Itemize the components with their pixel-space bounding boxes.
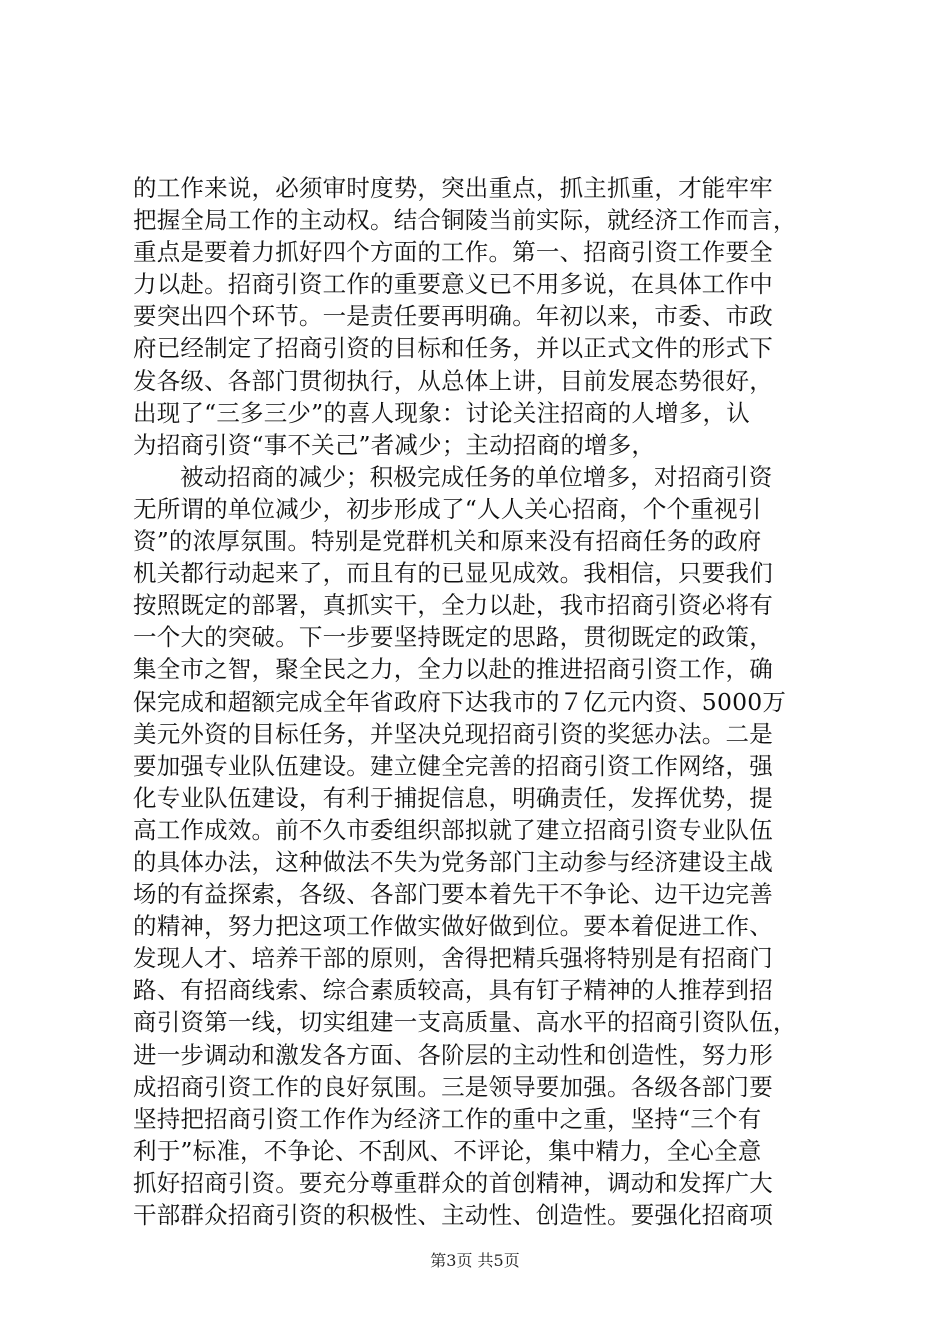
text-line: 化专业队伍建设，有利于捕捉信息，明确责任，发挥优势，提 (133, 783, 773, 812)
text-line: 出现了“三多三少”的喜人现象：讨论关注招商的人增多，认 (133, 398, 750, 427)
text-line: 高工作成效。前不久市委组织部拟就了建立招商引资专业队伍 (133, 815, 773, 844)
text-line: 商引资第一线，切实组建一支高质量、高水平的招商引资队伍， (133, 1008, 797, 1037)
text-line: 发各级、各部门贯彻执行，从总体上讲，目前发展态势很好， (133, 366, 773, 395)
text-line: 美元外资的目标任务，并坚决兑现招商引资的奖惩办法。二是 (133, 719, 773, 748)
paragraph-2 (133, 461, 829, 1231)
page-footer: 第3页 共5页 (430, 1251, 520, 1270)
text-line: 把握全局工作的主动权。结合铜陵当前实际，就经济工作而言， (133, 206, 797, 235)
text-line: 重点是要着力抓好四个方面的工作。第一、招商引资工作要全 (133, 238, 773, 267)
text-line: 资”的浓厚氛围。特别是党群机关和原来没有招商任务的政府 (133, 527, 762, 556)
text-line: 一个大的突破。下一步要坚持既定的思路，贯彻既定的政策， (133, 623, 773, 652)
text-line: 的工作来说，必须审时度势，突出重点，抓主抓重，才能牢牢 (133, 174, 773, 202)
text-line: 力以赴。招商引资工作的重要意义已不用多说，在具体工作中 (133, 270, 773, 299)
text-line: 的具体办法，这种做法不失为党务部门主动参与经济建设主战 (133, 847, 773, 876)
text-line: 的精神，努力把这项工作做实做好做到位。要本着促进工作、 (133, 912, 773, 941)
text-line: 被动招商的减少；积极完成任务的单位增多，对招商引资 (180, 462, 773, 491)
text-line: 发现人才、培养干部的原则，舍得把精兵强将特别是有招商门 (133, 944, 773, 973)
text-line: 保完成和超额完成全年省政府下达我市的７亿元内资、5000万 (133, 687, 787, 716)
text-line: 成招商引资工作的良好氛围。三是领导要加强。各级各部门要 (133, 1072, 773, 1101)
text-line: 按照既定的部署，真抓实干，全力以赴，我市招商引资必将有 (133, 591, 773, 620)
text-line: 进一步调动和激发各方面、各阶层的主动性和创造性，努力形 (133, 1040, 773, 1069)
text-line: 路、有招商线索、综合素质较高，具有钉子精神的人推荐到招 (133, 976, 773, 1005)
text-line: 利于”标准，不争论、不刮风、不评论，集中精力，全心全意 (133, 1136, 762, 1165)
text-line: 要加强专业队伍建设。建立健全完善的招商引资工作网络，强 (133, 751, 773, 780)
text-line: 无所谓的单位减少，初步形成了“人人关心招商，个个重视引 (133, 494, 762, 523)
text-line: 府已经制定了招商引资的目标和任务，并以正式文件的形式下 (133, 334, 773, 363)
text-line: 坚持把招商引资工作作为经济工作的重中之重，坚持“三个有 (133, 1104, 762, 1133)
document-body (133, 172, 829, 1231)
text-line: 抓好招商引资。要充分尊重群众的首创精神，调动和发挥广大 (133, 1168, 773, 1197)
text-line: 要突出四个环节。一是责任要再明确。年初以来，市委、市政 (133, 302, 773, 331)
text-line: 场的有益探索，各级、各部门要本着先干不争论、边干边完善 (133, 880, 773, 909)
text-line: 为招商引资“事不关己”者减少；主动招商的增多， (133, 430, 656, 459)
text-line: 干部群众招商引资的积极性、主动性、创造性。要强化招商项 (133, 1201, 773, 1229)
text-line: 集全市之智，聚全民之力，全力以赴的推进招商引资工作，确 (133, 655, 773, 684)
text-line: 机关都行动起来了，而且有的已显见成效。我相信，只要我们 (133, 559, 773, 588)
paragraph-1 (133, 172, 829, 461)
